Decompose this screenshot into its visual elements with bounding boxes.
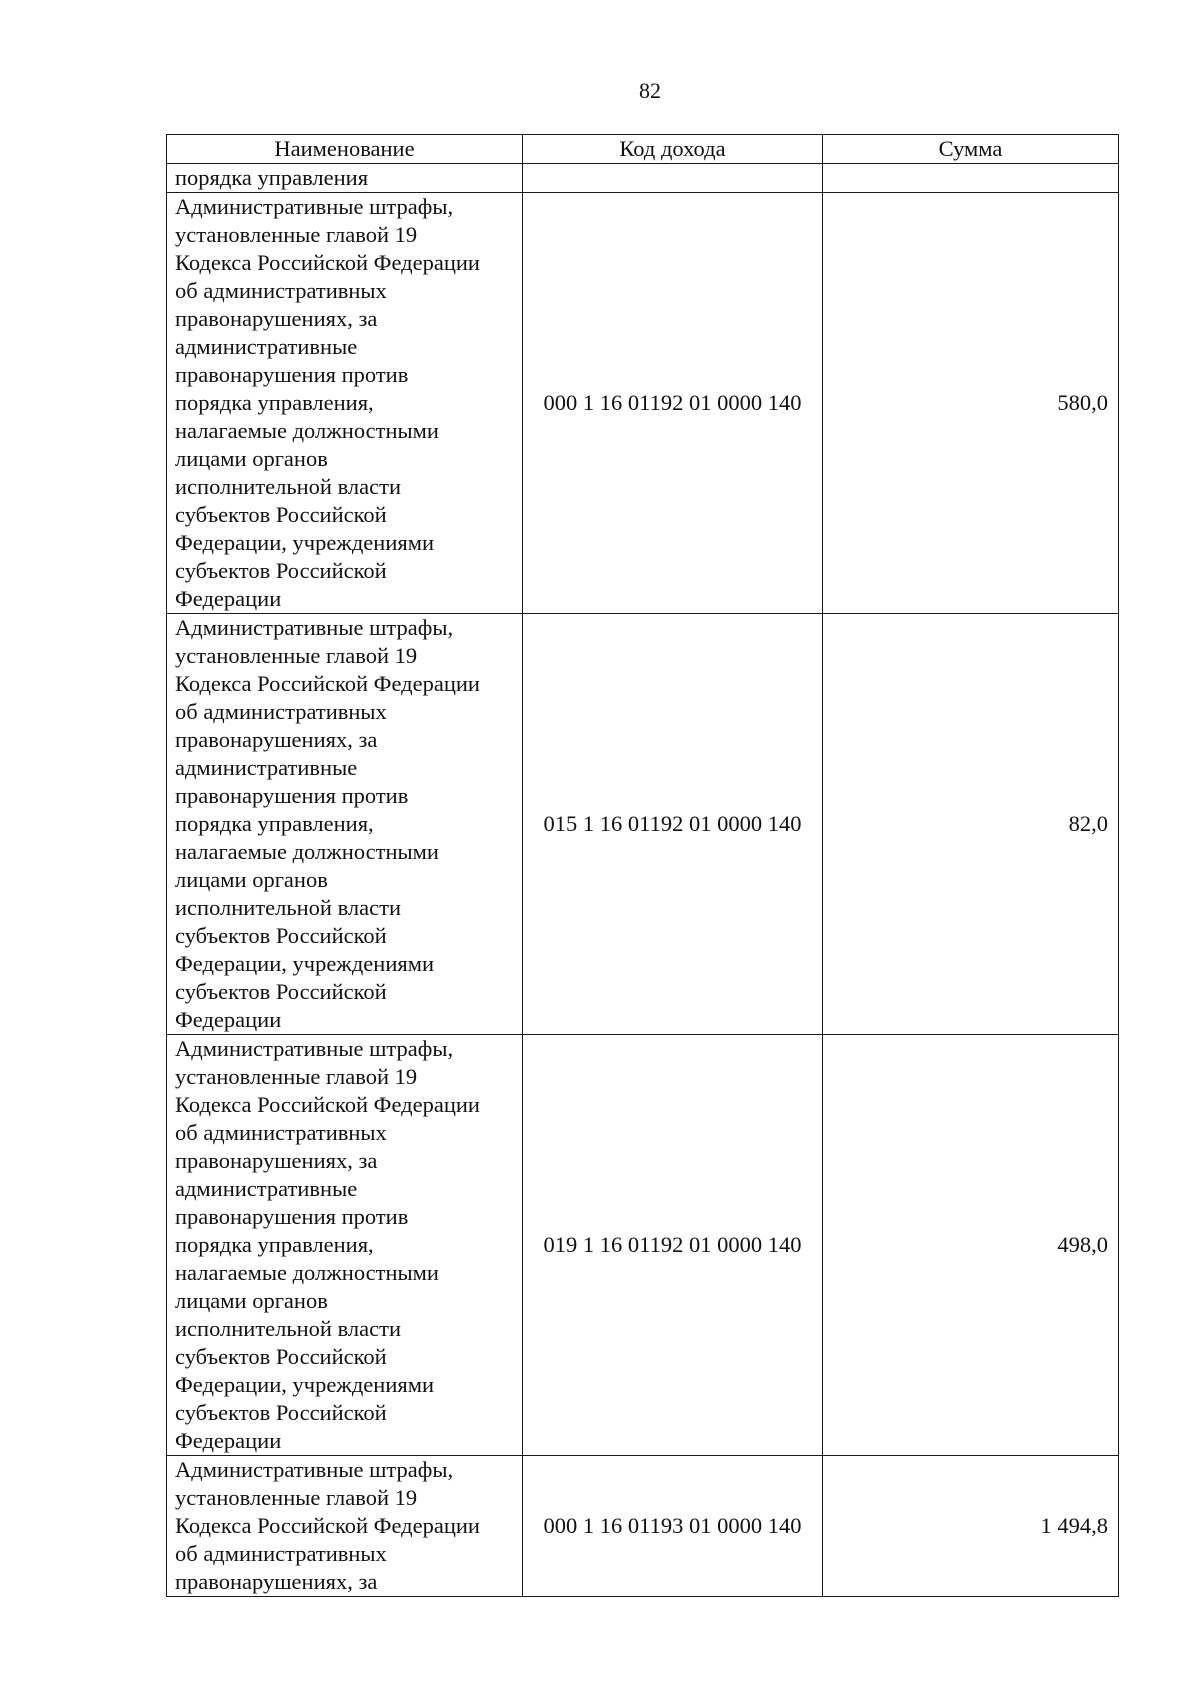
table-row bbox=[167, 1456, 1119, 1597]
revenue-table bbox=[166, 134, 1119, 1597]
table-header-row bbox=[167, 135, 1119, 164]
table-row bbox=[167, 193, 1119, 614]
cell-code: 019 1 16 01192 01 0000 140 bbox=[523, 1035, 823, 1456]
cell-sum: 498,0 bbox=[823, 1035, 1119, 1456]
cell-code: 000 1 16 01192 01 0000 140 bbox=[523, 193, 823, 614]
cell-sum: 1 494,8 bbox=[823, 1456, 1119, 1597]
cell-sum: 580,0 bbox=[823, 193, 1119, 614]
page-number: 82 bbox=[639, 78, 661, 103]
cell-code: 000 1 16 01193 01 0000 140 bbox=[523, 1456, 823, 1597]
table-row-continuation bbox=[167, 164, 1119, 193]
header-name: Наименование bbox=[167, 135, 523, 164]
header-sum: Сумма bbox=[823, 135, 1119, 164]
cell-code bbox=[523, 164, 823, 193]
cell-code: 015 1 16 01192 01 0000 140 bbox=[523, 614, 823, 1035]
cell-name: порядка управления bbox=[167, 164, 523, 193]
cell-name: Административные штрафы, установленные главой 19 Кодекса Российской Федерации об административных правонарушениях, за административные правонарушения против порядка управления, налагаемые должностными лицами органов исполнительной власти субъектов Российской Федерации, учреждениями субъектов Российской Федерации bbox=[167, 1035, 523, 1456]
cell-name: Административные штрафы, установленные главой 19 Кодекса Российской Федерации об административных правонарушениях, за bbox=[167, 1456, 523, 1597]
cell-name: Административные штрафы, установленные главой 19 Кодекса Российской Федерации об административных правонарушениях, за административные правонарушения против порядка управления, налагаемые должностными лицами органов исполнительной власти субъектов Российской Федерации, учреждениями субъектов Российской Федерации bbox=[167, 614, 523, 1035]
header-code: Код дохода bbox=[523, 135, 823, 164]
table-row bbox=[167, 1035, 1119, 1456]
cell-sum bbox=[823, 164, 1119, 193]
cell-name: Административные штрафы, установленные главой 19 Кодекса Российской Федерации об административных правонарушениях, за административные правонарушения против порядка управления, налагаемые должностными лицами органов исполнительной власти субъектов Российской Федерации, учреждениями субъектов Российской Федерации bbox=[167, 193, 523, 614]
cell-sum: 82,0 bbox=[823, 614, 1119, 1035]
table-row bbox=[167, 614, 1119, 1035]
